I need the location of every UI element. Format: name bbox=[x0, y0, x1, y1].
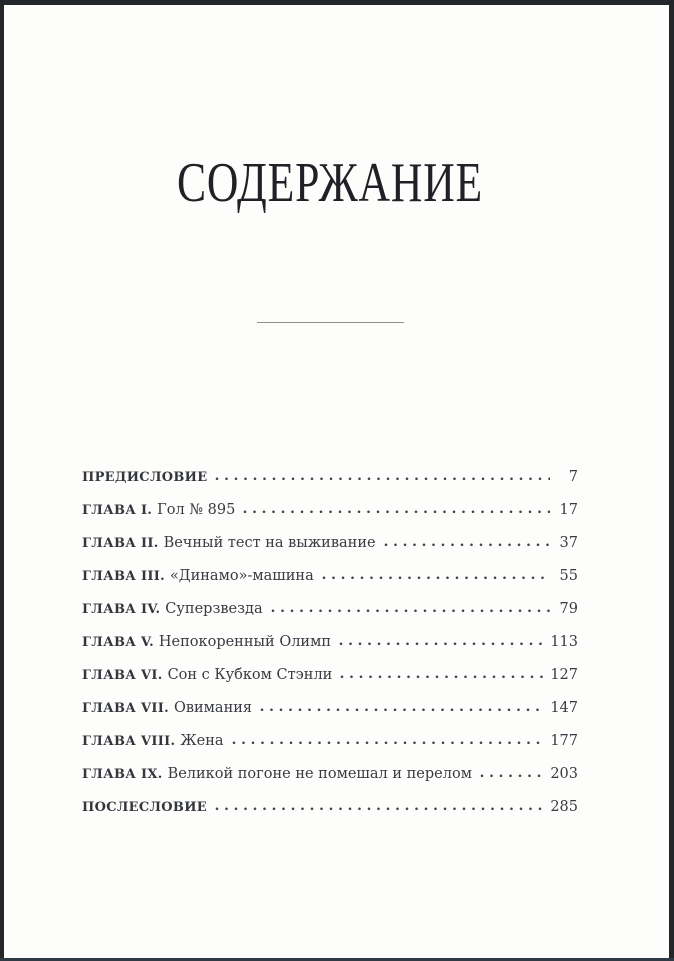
toc-list bbox=[82, 467, 578, 817]
toc-entry bbox=[82, 731, 578, 751]
toc-entry bbox=[82, 665, 578, 685]
toc-entry-title: Жена bbox=[180, 733, 224, 749]
toc-entry-label: ГЛАВА I. bbox=[82, 503, 153, 518]
toc-entry-label: ГЛАВА VIII. bbox=[82, 734, 176, 749]
dot-leader bbox=[232, 740, 545, 745]
toc-entry-title: Сон с Кубком Стэнли bbox=[167, 667, 333, 683]
toc-entry-title: Овимания bbox=[173, 700, 253, 716]
toc-entry-label: ПОСЛЕСЛОВИЕ bbox=[82, 800, 207, 815]
toc-entry bbox=[82, 566, 578, 586]
toc-entry-title: Непокоренный Олимп bbox=[158, 634, 332, 650]
toc-entry-label: ГЛАВА IV. bbox=[82, 602, 161, 617]
dot-leader bbox=[215, 806, 544, 811]
toc-entry-page: 55 bbox=[559, 568, 578, 584]
contents-title: СОДЕРЖАНИЕ bbox=[176, 152, 483, 214]
toc-entry-page: 37 bbox=[559, 535, 578, 551]
toc-entry bbox=[82, 500, 578, 520]
toc-entry-page: 79 bbox=[559, 601, 578, 617]
toc-entry-label: ГЛАВА III. bbox=[82, 569, 165, 584]
toc-entry bbox=[82, 698, 578, 718]
dot-leader bbox=[480, 773, 544, 778]
toc-entry bbox=[82, 632, 578, 652]
toc-entry bbox=[82, 797, 578, 817]
toc-entry-title: «Динамо»-машина bbox=[169, 568, 314, 584]
toc-entry bbox=[82, 533, 578, 553]
toc-entry bbox=[82, 764, 578, 784]
toc-entry-page: 147 bbox=[550, 700, 578, 716]
toc-entry-page: 17 bbox=[559, 502, 578, 518]
toc-entry-page: 7 bbox=[568, 469, 578, 485]
toc-entry-label: ГЛАВА II. bbox=[82, 536, 159, 551]
toc-entry-title: Великой погоне не помешал и перелом bbox=[167, 766, 472, 782]
toc-entry-page: 113 bbox=[550, 634, 578, 650]
book-page bbox=[4, 5, 669, 958]
toc-entry-title: Суперзвезда bbox=[165, 601, 263, 617]
toc-entry-page: 285 bbox=[550, 799, 578, 815]
toc-entry bbox=[82, 467, 578, 487]
dot-leader bbox=[215, 476, 550, 481]
toc-entry-label: ПРЕДИСЛОВИЕ bbox=[82, 470, 208, 485]
toc-entry-page: 127 bbox=[550, 667, 578, 683]
divider-rule bbox=[257, 322, 404, 323]
dot-leader bbox=[384, 542, 550, 547]
toc-entry-title: Гол № 895 bbox=[157, 502, 236, 518]
content-column bbox=[82, 5, 578, 817]
toc-entry-label: ГЛАВА VI. bbox=[82, 668, 163, 683]
dot-leader bbox=[340, 674, 544, 679]
dot-leader bbox=[260, 707, 544, 712]
toc-entry-page: 203 bbox=[550, 766, 578, 782]
toc-entry-label: ГЛАВА VII. bbox=[82, 701, 169, 716]
toc-entry-title: Вечный тест на выживание bbox=[163, 535, 376, 551]
dot-leader bbox=[243, 509, 550, 514]
toc-entry-page: 177 bbox=[550, 733, 578, 749]
dot-leader bbox=[271, 608, 550, 613]
toc-entry bbox=[82, 599, 578, 619]
dot-leader bbox=[322, 575, 550, 580]
toc-entry-label: ГЛАВА V. bbox=[82, 635, 154, 650]
dot-leader bbox=[339, 641, 544, 646]
toc-entry-label: ГЛАВА IX. bbox=[82, 767, 163, 782]
